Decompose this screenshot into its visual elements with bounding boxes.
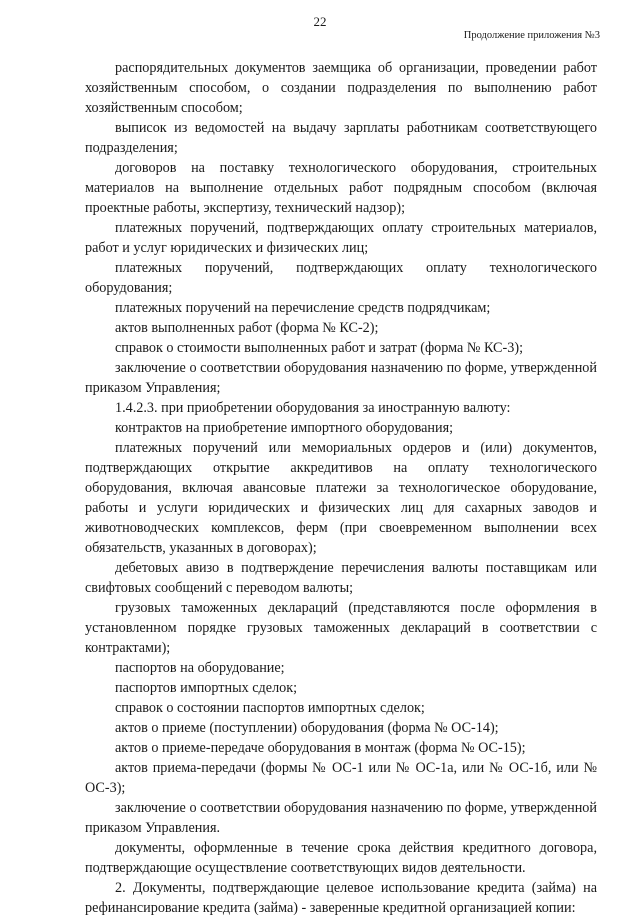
paragraph: актов о приеме-передаче оборудования в монтаж (форма № ОС-15); (115, 740, 526, 756)
paragraph: справок о стоимости выполненных работ и затрат (форма № КС-3); (115, 340, 524, 356)
paragraph: актов выполненных работ (форма № КС-2); (115, 320, 379, 336)
paragraph: дебетовых авизо в подтверждение перечисления валюты поставщикам или свифтовых сообщений с переводом валюты; (85, 560, 597, 596)
paragraph: грузовых таможенных деклараций (представляются после оформления в установленном порядке грузовых таможенных деклараций в соответствии с контрактами); (85, 600, 597, 656)
section-heading: 1.4.2.3. при приобретении оборудования за иностранную валюту: (115, 400, 511, 416)
paragraph: платежных поручений, подтверждающих оплату строительных материалов, работ и услуг юридических и физических лиц; (85, 220, 597, 256)
paragraph: контрактов на приобретение импортного оборудования; (115, 420, 454, 436)
paragraph: платежных поручений или мемориальных ордеров и (или) документов, подтверждающих открытие аккредитивов на оплату технологического оборудования, включая авансовые платежи за технологическое оборудование, работы и услуги юридических и физических лиц для сахарных заводов и животноводческих комплексов, ферм (при своевременном выполнении всех обязательств, указанных в договорах); (85, 440, 597, 556)
paragraph: платежных поручений на перечисление средств подрядчикам; (115, 300, 491, 316)
paragraph: справок о состоянии паспортов импортных сделок; (115, 700, 425, 716)
paragraph: актов о приеме (поступлении) оборудования (форма № ОС-14); (115, 720, 499, 736)
document-body (85, 58, 597, 918)
paragraph: заключение о соответствии оборудования назначению по форме, утвержденной приказом Управления; (85, 360, 597, 396)
paragraph: договоров на поставку технологического оборудования, строительных материалов на выполнение отдельных работ подрядным способом (включая проектные работы, экспертизу, технический надзор); (85, 160, 597, 216)
paragraph: распорядительных документов заемщика об организации, проведении работ хозяйственным способом, о создании подразделения по выполнению работ хозяйственным способом; (85, 60, 597, 116)
paragraph: паспортов на оборудование; (115, 660, 285, 676)
page-number: 22 (313, 14, 327, 29)
paragraph: паспортов импортных сделок; (115, 680, 298, 696)
paragraph: актов приема-передачи (формы № ОС-1 или № ОС-1а, или № ОС-1б, или № ОС-3); (85, 760, 597, 796)
paragraph: заключение о соответствии оборудования назначению по форме, утвержденной приказом Управления. (85, 800, 597, 836)
section-heading: 2. Документы, подтверждающие целевое использование кредита (займа) на рефинансирование кредита (займа) - заверенные кредитной организацией копии: (85, 880, 597, 916)
paragraph: документы, оформленные в течение срока действия кредитного договора, подтверждающие осуществление соответствующих видов деятельности. (85, 840, 597, 876)
paragraph: платежных поручений, подтверждающих оплату технологического оборудования; (85, 260, 597, 296)
running-header: Продолжение приложения №3 (463, 30, 600, 41)
paragraph: выписок из ведомостей на выдачу зарплаты работникам соответствующего подразделения; (85, 120, 597, 156)
